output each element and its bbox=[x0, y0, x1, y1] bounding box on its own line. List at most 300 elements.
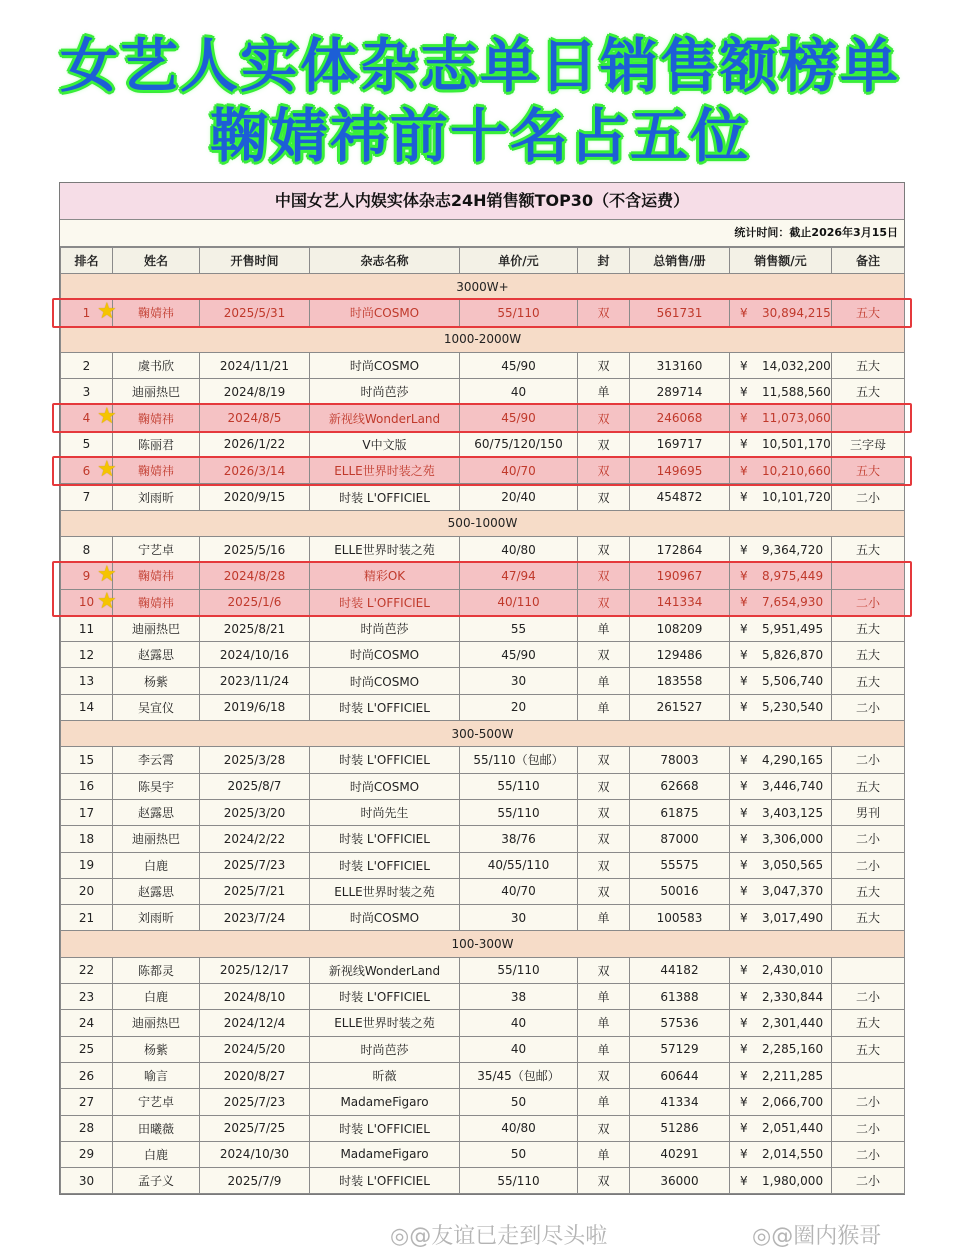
cell-revenue bbox=[730, 458, 832, 484]
cell-revenue bbox=[730, 484, 832, 510]
cell-name: 鞠婧祎 bbox=[113, 589, 200, 615]
table-row bbox=[61, 799, 905, 825]
table-row bbox=[61, 773, 905, 799]
watermark-left-text: @友谊已走到尽头啦 bbox=[409, 1224, 608, 1249]
header-name: 姓名 bbox=[113, 248, 200, 274]
revenue-value: 3,446,740 bbox=[762, 779, 824, 794]
currency-symbol: ¥ bbox=[740, 1147, 748, 1162]
cell-magazine: 新视线WonderLand bbox=[310, 405, 460, 431]
table-title: 中国女艺人内娱实体杂志24H销售额TOP30（不含运费） bbox=[60, 183, 904, 220]
cell-note: 五大 bbox=[832, 300, 905, 326]
cell-rank bbox=[61, 668, 113, 694]
table-row bbox=[61, 379, 905, 405]
star-icon: ★ bbox=[97, 457, 117, 483]
table-row bbox=[61, 852, 905, 878]
cell-release-date: 2024/2/22 bbox=[200, 826, 310, 852]
cell-rank bbox=[61, 694, 113, 720]
cell-release-date: 2025/5/31 bbox=[200, 300, 310, 326]
cell-revenue bbox=[730, 826, 832, 852]
table-row bbox=[61, 1062, 905, 1088]
cell-unit-price: 60/75/120/150 bbox=[460, 431, 578, 457]
cell-total-sales: 50016 bbox=[630, 878, 730, 904]
cell-release-date: 2020/8/27 bbox=[200, 1062, 310, 1088]
revenue-value: 5,506,740 bbox=[762, 674, 824, 689]
table-row bbox=[61, 431, 905, 457]
cell-revenue bbox=[730, 957, 832, 983]
cell-revenue bbox=[730, 1036, 832, 1062]
table-row bbox=[61, 589, 905, 615]
currency-symbol: ¥ bbox=[740, 647, 748, 662]
cell-note: 二小 bbox=[832, 484, 905, 510]
cell-note: 五大 bbox=[832, 642, 905, 668]
cell-note: 五大 bbox=[832, 668, 905, 694]
currency-symbol: ¥ bbox=[740, 437, 748, 452]
cell-name: 宁艺卓 bbox=[113, 536, 200, 562]
cell-name: 迪丽热巴 bbox=[113, 615, 200, 641]
cell-rank bbox=[61, 984, 113, 1010]
revenue-value: 3,017,490 bbox=[762, 910, 824, 925]
currency-symbol: ¥ bbox=[740, 884, 748, 899]
rank-value: 20 bbox=[78, 884, 95, 899]
rank-value: 5 bbox=[82, 437, 91, 452]
cell-note: 二小 bbox=[832, 747, 905, 773]
cell-unit-price: 47/94 bbox=[460, 563, 578, 589]
currency-symbol: ¥ bbox=[740, 568, 748, 583]
cell-unit-price: 40/80 bbox=[460, 1115, 578, 1141]
cell-cover: 双 bbox=[578, 484, 630, 510]
cell-cover: 双 bbox=[578, 878, 630, 904]
cell-name: 鞠婧祎 bbox=[113, 458, 200, 484]
cell-magazine: ELLE世界时装之苑 bbox=[310, 1010, 460, 1036]
revenue-value: 14,032,200 bbox=[762, 358, 831, 373]
cell-magazine: 时装 L'OFFICIEL bbox=[310, 484, 460, 510]
cell-revenue bbox=[730, 1062, 832, 1088]
watermark-right bbox=[752, 1222, 881, 1252]
star-icon: ★ bbox=[97, 404, 117, 430]
cell-rank bbox=[61, 536, 113, 562]
section-row bbox=[61, 326, 905, 352]
cell-rank bbox=[61, 457, 117, 484]
cell-note: 五大 bbox=[832, 1036, 905, 1062]
cell-note bbox=[832, 563, 905, 589]
revenue-value: 2,301,440 bbox=[762, 1015, 824, 1030]
cell-release-date: 2024/11/21 bbox=[200, 352, 310, 378]
cell-note: 五大 bbox=[832, 905, 905, 931]
cell-revenue bbox=[730, 1168, 832, 1194]
revenue-value: 10,210,660 bbox=[762, 463, 831, 478]
cell-note: 二小 bbox=[832, 852, 905, 878]
rank-value: 4 bbox=[82, 411, 91, 426]
rank-value: 9 bbox=[82, 568, 91, 583]
table-body bbox=[61, 274, 905, 1194]
table-row bbox=[61, 1089, 905, 1115]
cell-total-sales: 169717 bbox=[630, 431, 730, 457]
cell-name: 陈昊宇 bbox=[113, 773, 200, 799]
cell-revenue bbox=[730, 773, 832, 799]
cell-cover: 单 bbox=[578, 379, 630, 405]
currency-symbol: ¥ bbox=[740, 858, 748, 873]
revenue-value: 5,230,540 bbox=[762, 700, 824, 715]
cell-release-date: 2024/8/5 bbox=[200, 405, 310, 431]
cell-total-sales: 41334 bbox=[630, 1089, 730, 1115]
header-total-sales: 总销售/册 bbox=[630, 248, 730, 274]
cell-total-sales: 190967 bbox=[630, 563, 730, 589]
cell-total-sales: 61875 bbox=[630, 799, 730, 825]
rank-value: 24 bbox=[78, 1015, 95, 1030]
cell-unit-price: 40 bbox=[460, 1036, 578, 1062]
revenue-value: 3,050,565 bbox=[762, 858, 824, 873]
cell-total-sales: 78003 bbox=[630, 747, 730, 773]
rank-value: 16 bbox=[78, 779, 95, 794]
table-row bbox=[61, 484, 905, 510]
cell-name: 赵露思 bbox=[113, 799, 200, 825]
cell-release-date: 2020/9/15 bbox=[200, 484, 310, 510]
table-row bbox=[61, 826, 905, 852]
cell-name: 迪丽热巴 bbox=[113, 826, 200, 852]
cell-magazine: V中文版 bbox=[310, 431, 460, 457]
cell-unit-price: 38/76 bbox=[460, 826, 578, 852]
cell-rank bbox=[61, 826, 113, 852]
table-row bbox=[61, 1036, 905, 1062]
cell-magazine: 时装 L'OFFICIEL bbox=[310, 1115, 460, 1141]
cell-release-date: 2025/7/23 bbox=[200, 852, 310, 878]
cell-magazine: 时装 L'OFFICIEL bbox=[310, 589, 460, 615]
cell-name: 赵露思 bbox=[113, 878, 200, 904]
cell-revenue bbox=[730, 300, 832, 326]
cell-cover: 双 bbox=[578, 747, 630, 773]
cell-total-sales: 172864 bbox=[630, 536, 730, 562]
currency-symbol: ¥ bbox=[740, 542, 748, 557]
cell-note: 二小 bbox=[832, 1141, 905, 1167]
cell-cover: 双 bbox=[578, 1062, 630, 1088]
cell-revenue bbox=[730, 379, 832, 405]
table-row bbox=[61, 984, 905, 1010]
cell-release-date: 2025/7/25 bbox=[200, 1115, 310, 1141]
currency-symbol: ¥ bbox=[740, 1094, 748, 1109]
cell-name: 鞠婧祎 bbox=[113, 405, 200, 431]
table-row bbox=[61, 458, 905, 484]
section-row bbox=[61, 931, 905, 957]
cell-release-date: 2024/8/10 bbox=[200, 984, 310, 1010]
cell-note bbox=[832, 1062, 905, 1088]
cell-note: 二小 bbox=[832, 984, 905, 1010]
cell-rank bbox=[61, 1141, 113, 1167]
cell-magazine: ELLE世界时装之苑 bbox=[310, 536, 460, 562]
rank-value: 25 bbox=[78, 1042, 95, 1057]
rank-value: 13 bbox=[78, 674, 95, 689]
cell-cover: 单 bbox=[578, 905, 630, 931]
cell-rank bbox=[61, 957, 113, 983]
currency-symbol: ¥ bbox=[740, 463, 748, 478]
revenue-value: 2,430,010 bbox=[762, 963, 824, 978]
cell-total-sales: 561731 bbox=[630, 300, 730, 326]
cell-rank bbox=[61, 799, 113, 825]
cell-name: 李云霄 bbox=[113, 747, 200, 773]
rank-value: 30 bbox=[78, 1173, 95, 1188]
rank-value: 11 bbox=[78, 621, 95, 636]
cell-name: 喻言 bbox=[113, 1062, 200, 1088]
currency-symbol: ¥ bbox=[740, 1173, 748, 1188]
cell-rank bbox=[61, 352, 113, 378]
currency-symbol: ¥ bbox=[740, 358, 748, 373]
cell-unit-price: 40/110 bbox=[460, 589, 578, 615]
cell-total-sales: 57536 bbox=[630, 1010, 730, 1036]
cell-name: 杨紫 bbox=[113, 1036, 200, 1062]
currency-symbol: ¥ bbox=[740, 1068, 748, 1083]
cell-name: 陈都灵 bbox=[113, 957, 200, 983]
rank-value: 1 bbox=[82, 305, 91, 320]
cell-cover: 双 bbox=[578, 1115, 630, 1141]
cell-magazine: ELLE世界时装之苑 bbox=[310, 458, 460, 484]
cell-magazine: 时尚COSMO bbox=[310, 773, 460, 799]
revenue-value: 8,975,449 bbox=[762, 568, 824, 583]
cell-release-date: 2025/7/23 bbox=[200, 1089, 310, 1115]
cell-name: 白鹿 bbox=[113, 1141, 200, 1167]
cell-release-date: 2024/10/30 bbox=[200, 1141, 310, 1167]
cell-revenue bbox=[730, 352, 832, 378]
cell-cover: 单 bbox=[578, 1010, 630, 1036]
cell-magazine: 时尚芭莎 bbox=[310, 379, 460, 405]
table-row bbox=[61, 694, 905, 720]
cell-unit-price: 45/90 bbox=[460, 352, 578, 378]
cell-magazine: 新视线WonderLand bbox=[310, 957, 460, 983]
rank-value: 6 bbox=[82, 463, 91, 478]
cell-release-date: 2024/5/20 bbox=[200, 1036, 310, 1062]
cell-unit-price: 40 bbox=[460, 379, 578, 405]
rank-value: 26 bbox=[78, 1068, 95, 1083]
rank-value: 27 bbox=[78, 1094, 95, 1109]
cell-release-date: 2025/3/28 bbox=[200, 747, 310, 773]
cell-note: 二小 bbox=[832, 1089, 905, 1115]
cell-magazine: ELLE世界时装之苑 bbox=[310, 878, 460, 904]
cell-note: 五大 bbox=[832, 352, 905, 378]
cell-release-date: 2025/5/16 bbox=[200, 536, 310, 562]
table-row bbox=[61, 352, 905, 378]
star-icon: ★ bbox=[97, 588, 117, 614]
table-row bbox=[61, 300, 905, 326]
cell-total-sales: 55575 bbox=[630, 852, 730, 878]
cell-cover: 双 bbox=[578, 852, 630, 878]
cell-unit-price: 55/110 bbox=[460, 799, 578, 825]
cell-total-sales: 313160 bbox=[630, 352, 730, 378]
rank-value: 15 bbox=[78, 752, 95, 767]
cell-magazine: MadameFigaro bbox=[310, 1141, 460, 1167]
header-unit-price: 单价/元 bbox=[460, 248, 578, 274]
cell-cover: 双 bbox=[578, 405, 630, 431]
cell-note: 二小 bbox=[832, 589, 905, 615]
cell-revenue bbox=[730, 431, 832, 457]
cell-total-sales: 129486 bbox=[630, 642, 730, 668]
cell-unit-price: 40/70 bbox=[460, 458, 578, 484]
cell-unit-price: 50 bbox=[460, 1141, 578, 1167]
revenue-value: 1,980,000 bbox=[762, 1173, 824, 1188]
cell-revenue bbox=[730, 1089, 832, 1115]
cell-unit-price: 20 bbox=[460, 694, 578, 720]
cell-total-sales: 44182 bbox=[630, 957, 730, 983]
header-revenue: 销售额/元 bbox=[730, 248, 832, 274]
cell-total-sales: 261527 bbox=[630, 694, 730, 720]
rank-value: 3 bbox=[82, 384, 91, 399]
table-row bbox=[61, 668, 905, 694]
table-row bbox=[61, 642, 905, 668]
cell-magazine: 昕薇 bbox=[310, 1062, 460, 1088]
cell-name: 鞠婧祎 bbox=[113, 563, 200, 589]
cell-rank bbox=[61, 404, 117, 431]
cell-unit-price: 30 bbox=[460, 905, 578, 931]
cell-total-sales: 40291 bbox=[630, 1141, 730, 1167]
cell-release-date: 2025/8/21 bbox=[200, 615, 310, 641]
cell-magazine: 时尚COSMO bbox=[310, 905, 460, 931]
cell-rank bbox=[61, 747, 113, 773]
cell-name: 白鹿 bbox=[113, 852, 200, 878]
revenue-value: 10,101,720 bbox=[762, 490, 831, 505]
header-note: 备注 bbox=[832, 248, 905, 274]
cell-rank bbox=[61, 1036, 113, 1062]
cell-release-date: 2023/11/24 bbox=[200, 668, 310, 694]
cell-name: 虞书欣 bbox=[113, 352, 200, 378]
cell-total-sales: 62668 bbox=[630, 773, 730, 799]
cell-release-date: 2025/8/7 bbox=[200, 773, 310, 799]
cell-name: 田曦薇 bbox=[113, 1115, 200, 1141]
table-row bbox=[61, 615, 905, 641]
cell-total-sales: 183558 bbox=[630, 668, 730, 694]
cell-release-date: 2024/8/19 bbox=[200, 379, 310, 405]
revenue-value: 4,290,165 bbox=[762, 752, 824, 767]
cell-note: 二小 bbox=[832, 1168, 905, 1194]
cell-unit-price: 55/110 bbox=[460, 300, 578, 326]
cell-release-date: 2025/12/17 bbox=[200, 957, 310, 983]
cell-unit-price: 40/80 bbox=[460, 536, 578, 562]
revenue-value: 10,501,170 bbox=[762, 437, 831, 452]
cell-unit-price: 55/110（包邮） bbox=[460, 747, 578, 773]
cell-unit-price: 20/40 bbox=[460, 484, 578, 510]
cell-unit-price: 40/70 bbox=[460, 878, 578, 904]
cell-note: 男刊 bbox=[832, 799, 905, 825]
revenue-value: 7,654,930 bbox=[762, 595, 824, 610]
cell-revenue bbox=[730, 536, 832, 562]
rank-value: 22 bbox=[78, 963, 95, 978]
cell-rank bbox=[61, 1010, 113, 1036]
cell-name: 迪丽热巴 bbox=[113, 379, 200, 405]
cell-revenue bbox=[730, 878, 832, 904]
cell-release-date: 2024/10/16 bbox=[200, 642, 310, 668]
cell-rank bbox=[61, 299, 117, 326]
table-row bbox=[61, 957, 905, 983]
cell-release-date: 2024/8/28 bbox=[200, 563, 310, 589]
cell-cover: 双 bbox=[578, 589, 630, 615]
cell-total-sales: 36000 bbox=[630, 1168, 730, 1194]
currency-symbol: ¥ bbox=[740, 1042, 748, 1057]
rank-value: 10 bbox=[78, 595, 95, 610]
cell-cover: 双 bbox=[578, 352, 630, 378]
weibo-icon: ◎ bbox=[752, 1224, 772, 1249]
cell-note: 五大 bbox=[832, 379, 905, 405]
cell-note bbox=[832, 405, 905, 431]
cell-unit-price: 45/90 bbox=[460, 405, 578, 431]
table-row bbox=[61, 536, 905, 562]
cell-unit-price: 45/90 bbox=[460, 642, 578, 668]
rank-value: 7 bbox=[82, 490, 91, 505]
cell-note: 五大 bbox=[832, 536, 905, 562]
currency-symbol: ¥ bbox=[740, 910, 748, 925]
cell-name: 孟子义 bbox=[113, 1168, 200, 1194]
rank-value: 17 bbox=[78, 805, 95, 820]
cell-cover: 双 bbox=[578, 300, 630, 326]
cell-magazine: 时装 L'OFFICIEL bbox=[310, 826, 460, 852]
cell-revenue bbox=[730, 589, 832, 615]
cell-cover: 单 bbox=[578, 694, 630, 720]
revenue-value: 3,306,000 bbox=[762, 831, 824, 846]
header-magazine: 杂志名称 bbox=[310, 248, 460, 274]
cell-unit-price: 55 bbox=[460, 615, 578, 641]
revenue-value: 2,066,700 bbox=[762, 1094, 824, 1109]
cell-revenue bbox=[730, 642, 832, 668]
cell-magazine: 时装 L'OFFICIEL bbox=[310, 1168, 460, 1194]
cell-name: 吴宣仪 bbox=[113, 694, 200, 720]
cell-cover: 单 bbox=[578, 1141, 630, 1167]
cell-cover: 双 bbox=[578, 642, 630, 668]
rank-value: 19 bbox=[78, 858, 95, 873]
headline-line-1: 女艺人实体杂志单日销售额榜单 bbox=[59, 32, 900, 100]
cell-total-sales: 141334 bbox=[630, 589, 730, 615]
currency-symbol: ¥ bbox=[740, 595, 748, 610]
watermark-right-text: @圈内猴哥 bbox=[771, 1224, 882, 1249]
cell-cover: 双 bbox=[578, 431, 630, 457]
cell-cover: 双 bbox=[578, 773, 630, 799]
cell-release-date: 2025/1/6 bbox=[200, 589, 310, 615]
cell-revenue bbox=[730, 852, 832, 878]
cell-name: 刘雨昕 bbox=[113, 905, 200, 931]
cell-note: 五大 bbox=[832, 773, 905, 799]
table-row bbox=[61, 563, 905, 589]
cell-cover: 单 bbox=[578, 1036, 630, 1062]
cell-release-date: 2025/7/9 bbox=[200, 1168, 310, 1194]
cell-total-sales: 57129 bbox=[630, 1036, 730, 1062]
cell-revenue bbox=[730, 905, 832, 931]
cell-name: 杨紫 bbox=[113, 668, 200, 694]
revenue-value: 9,364,720 bbox=[762, 542, 824, 557]
cell-magazine: 时尚COSMO bbox=[310, 668, 460, 694]
cell-release-date: 2025/3/20 bbox=[200, 799, 310, 825]
currency-symbol: ¥ bbox=[740, 674, 748, 689]
section-label: 500-1000W bbox=[61, 510, 905, 536]
star-icon: ★ bbox=[97, 562, 117, 588]
cell-cover: 单 bbox=[578, 984, 630, 1010]
cell-rank bbox=[61, 484, 113, 510]
section-row bbox=[61, 721, 905, 747]
stat-time: 统计时间：截止2026年3月15日 bbox=[60, 220, 904, 247]
cell-total-sales: 60644 bbox=[630, 1062, 730, 1088]
revenue-value: 11,073,060 bbox=[762, 411, 831, 426]
cell-rank bbox=[61, 588, 117, 615]
revenue-value: 30,894,215 bbox=[762, 305, 831, 320]
rank-value: 12 bbox=[78, 647, 95, 662]
cell-cover: 双 bbox=[578, 536, 630, 562]
currency-symbol: ¥ bbox=[740, 305, 748, 320]
cell-total-sales: 149695 bbox=[630, 458, 730, 484]
cell-total-sales: 87000 bbox=[630, 826, 730, 852]
currency-symbol: ¥ bbox=[740, 779, 748, 794]
cell-note: 二小 bbox=[832, 826, 905, 852]
currency-symbol: ¥ bbox=[740, 490, 748, 505]
cell-name: 赵露思 bbox=[113, 642, 200, 668]
cell-revenue bbox=[730, 1115, 832, 1141]
currency-symbol: ¥ bbox=[740, 1121, 748, 1136]
header-release-date: 开售时间 bbox=[200, 248, 310, 274]
cell-release-date: 2026/3/14 bbox=[200, 458, 310, 484]
cell-release-date: 2024/12/4 bbox=[200, 1010, 310, 1036]
cell-cover: 双 bbox=[578, 799, 630, 825]
